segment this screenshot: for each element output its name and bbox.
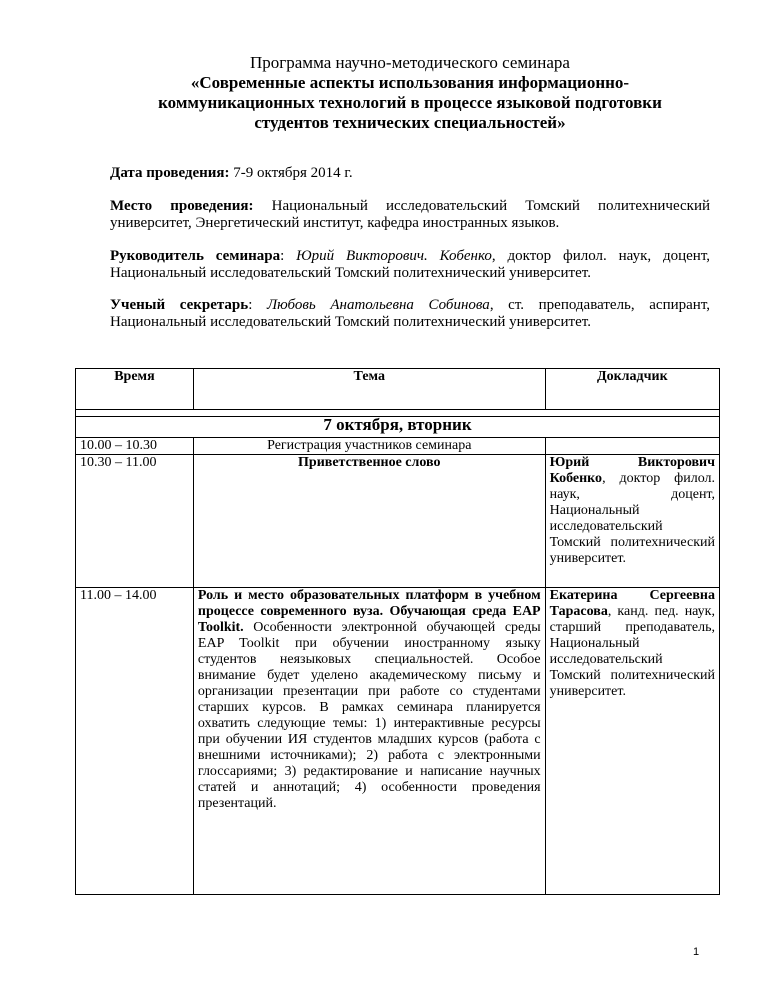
secretary-info [110, 297, 710, 331]
row-speaker [545, 455, 719, 588]
speaker-details: , доктор филол. наук, доцент, Национальный исследовательский Томский политехнический университет. [549, 471, 715, 566]
table-row [76, 588, 720, 895]
title-line-2: «Современные аспекты использования информационно- [190, 73, 630, 92]
head-info [110, 248, 710, 282]
date-value: 7-9 октября 2014 г. [229, 165, 353, 181]
place-value-2: университет, Энергетический институт, кафедра иностранных языков. [110, 215, 560, 231]
place-value-1: Национальный исследовательский Томский политехнический [253, 198, 710, 214]
document-title [100, 53, 720, 133]
header-topic: Тема [193, 369, 545, 410]
page-number: 1 [693, 946, 700, 958]
day-row [76, 417, 720, 438]
topic-description: Особенности электронной обучающей среды EAP Toolkit при обучении иностранному языку студентов неязыковых специальностей. Особое внимание будет уделено академическому письму и организации презентации при работе со студентами старших курсов. В рамках семинара планируется охватить следующие темы: 1) интерактивные ресурсы при обучении ИЯ студентов младших курсов (работа с внешними источниками); 2) работа с электронными глоссариями; 3) редактирование и написание научных статей и аннотаций; 4) особенности проведения презентаций. [197, 620, 541, 811]
secretary-name: Любовь Анатольевна Собинова [267, 297, 490, 313]
speaker-name: Юрий Викторович Кобенко [549, 455, 715, 486]
date-label: Дата проведения: [110, 165, 230, 181]
row-topic: Регистрация участников семинара [193, 438, 545, 455]
secretary-label: Ученый секретарь [110, 297, 249, 313]
row-time: 10.30 – 11.00 [76, 455, 194, 588]
speaker-details: , канд. пед. наук, старший преподаватель, Национальный исследовательский Томский политехнический университет. [549, 604, 715, 699]
title-line-1: Программа научно-методического семинара [250, 53, 570, 72]
head-label: Руководитель семинара [110, 248, 281, 264]
header-time: Время [76, 369, 194, 410]
table-row [76, 438, 720, 455]
row-speaker [545, 588, 719, 895]
speaker-name: Екатерина Сергеевна Тарасова [549, 588, 715, 619]
title-line-4: студентов технических специальностей» [254, 113, 566, 132]
head-rest-2: Национальный исследовательский Томский политехнический университет. [110, 265, 591, 281]
table-row [76, 455, 720, 588]
secretary-sep: : [248, 297, 268, 313]
secretary-rest-1: , ст. преподаватель, аспирант, [489, 297, 710, 313]
secretary-rest-2: Национальный исследовательский Томский политехнический университет. [110, 314, 591, 330]
program-table [75, 368, 720, 895]
row-time: 11.00 – 14.00 [76, 588, 194, 895]
place-info [110, 198, 710, 232]
topic-bold: Роль и место образовательных платформ в учебном процессе современного вуза. [197, 588, 541, 619]
head-sep: : [280, 248, 297, 264]
head-rest-1: , доктор филол. наук, доцент, [491, 248, 710, 264]
row-time: 10.00 – 10.30 [76, 438, 194, 455]
head-name: Юрий Викторович. Кобенко [296, 248, 492, 264]
title-line-3: коммуникационных технологий в процессе языковой подготовки [158, 93, 662, 112]
row-topic: Приветственное слово [193, 455, 545, 588]
row-topic [193, 588, 545, 895]
header-speaker: Докладчик [545, 369, 719, 410]
date-info [110, 165, 710, 182]
row-speaker [545, 438, 719, 455]
place-label: Место проведения: [110, 198, 254, 214]
day-heading: 7 октября, вторник [76, 417, 720, 438]
table-header-row [76, 369, 720, 410]
topic-bold-2: Обучающая среда EAP Toolkit. [197, 604, 541, 635]
